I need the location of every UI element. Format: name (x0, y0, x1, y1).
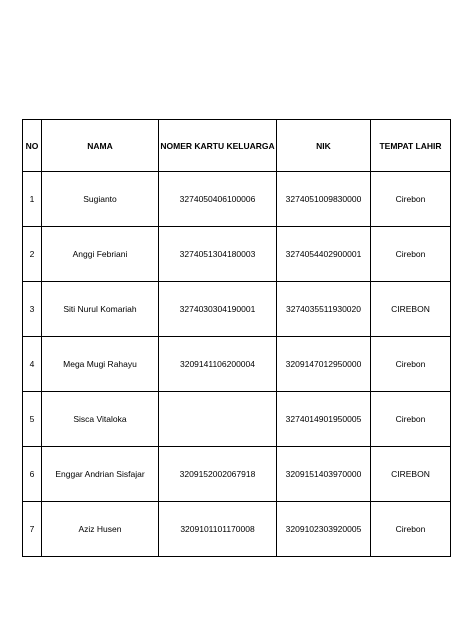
cell-no: 4 (23, 337, 42, 392)
cell-nik: 3274035511930020 (277, 282, 371, 337)
cell-nama: Anggi Febriani (42, 227, 159, 282)
header-no: NO (23, 120, 42, 172)
cell-nik: 3209102303920005 (277, 502, 371, 557)
cell-no: 3 (23, 282, 42, 337)
cell-nama: Mega Mugi Rahayu (42, 337, 159, 392)
cell-nik: 3209147012950000 (277, 337, 371, 392)
table-row (23, 447, 451, 502)
cell-no: 6 (23, 447, 42, 502)
cell-nama: Sugianto (42, 172, 159, 227)
cell-tempat-lahir: Cirebon (371, 392, 451, 447)
cell-nama: Aziz Husen (42, 502, 159, 557)
table-row (23, 172, 451, 227)
table-row (23, 392, 451, 447)
cell-tempat-lahir: Cirebon (371, 337, 451, 392)
table-row (23, 337, 451, 392)
header-nomer-kk: NOMER KARTU KELUARGA (159, 120, 277, 172)
cell-nomer-kk: 3209101101170008 (159, 502, 277, 557)
cell-tempat-lahir: CIREBON (371, 282, 451, 337)
cell-nik: 3274014901950005 (277, 392, 371, 447)
cell-no: 1 (23, 172, 42, 227)
data-table (22, 119, 451, 557)
cell-nomer-kk: 3274050406100006 (159, 172, 277, 227)
cell-nomer-kk: 3274030304190001 (159, 282, 277, 337)
cell-nama: Enggar Andrian Sisfajar (42, 447, 159, 502)
cell-nomer-kk: 3274051304180003 (159, 227, 277, 282)
header-tempat-lahir: TEMPAT LAHIR (371, 120, 451, 172)
cell-nama: Siti Nurul Komariah (42, 282, 159, 337)
cell-tempat-lahir: Cirebon (371, 172, 451, 227)
cell-tempat-lahir: CIREBON (371, 447, 451, 502)
cell-nik: 3274054402900001 (277, 227, 371, 282)
cell-no: 5 (23, 392, 42, 447)
header-nama: NAMA (42, 120, 159, 172)
cell-nomer-kk: 3209152002067918 (159, 447, 277, 502)
table-row (23, 227, 451, 282)
cell-nama: Sisca Vitaloka (42, 392, 159, 447)
table-row (23, 282, 451, 337)
cell-nik: 3209151403970000 (277, 447, 371, 502)
cell-no: 7 (23, 502, 42, 557)
cell-no: 2 (23, 227, 42, 282)
cell-tempat-lahir: Cirebon (371, 227, 451, 282)
header-nik: NIK (277, 120, 371, 172)
table-header-row (23, 120, 451, 172)
cell-nik: 3274051009830000 (277, 172, 371, 227)
cell-nomer-kk: 3209141106200004 (159, 337, 277, 392)
cell-nomer-kk (159, 392, 277, 447)
table-row (23, 502, 451, 557)
cell-tempat-lahir: Cirebon (371, 502, 451, 557)
